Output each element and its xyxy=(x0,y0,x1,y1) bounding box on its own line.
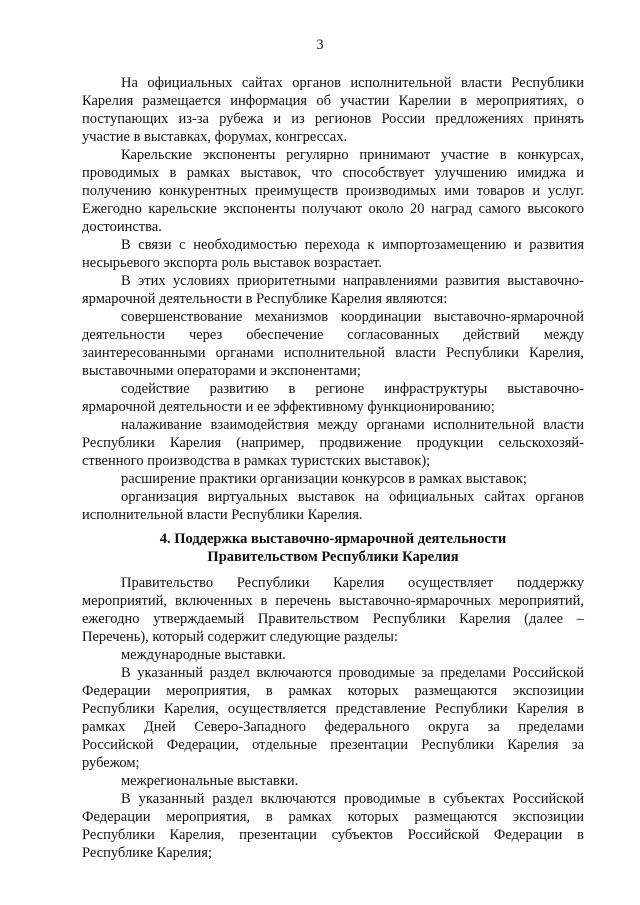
text-line: проводимых в рамках выставок, что способствует улучшению имиджа и xyxy=(82,165,584,181)
text-line: Республике Карелия; xyxy=(82,845,212,861)
text-line: налаживание взаимодействия между органами исполнительной власти xyxy=(121,417,584,433)
text-line: получению конкурентных преимуществ производимых ими товаров и услуг. xyxy=(82,183,584,199)
section-heading: Правительством Республики Карелия xyxy=(207,549,459,565)
text-line: Федерации мероприятия, в рамках которых размещаются экспозиции xyxy=(82,683,584,699)
text-line: мероприятий, включенных в перечень выставочно-ярмарочных мероприятий, xyxy=(82,593,584,609)
text-line: ярмарочной деятельности и ее эффективному функционированию; xyxy=(82,399,495,415)
text-line: ственного производства в рамках туристских выставок); xyxy=(82,453,431,469)
text-line: содействие развитию в регионе инфраструктуры выставочно- xyxy=(121,381,584,397)
text-line: ежегодно утверждаемый Правительством Республики Карелия (далее – xyxy=(82,611,584,627)
section-heading: 4. Поддержка выставочно-ярмарочной деятельности xyxy=(159,531,507,547)
text-line: В указанный раздел включаются проводимые в субъектах Российской xyxy=(121,791,584,807)
text-line: поступающих из-за рубежа и из регионов России предложениях принять xyxy=(82,111,584,127)
text-line: Карелия размещается информация об участии Карелии в мероприятиях, о xyxy=(82,93,584,109)
text-line: Карельские экспоненты регулярно принимают участие в конкурсах, xyxy=(121,147,584,163)
text-line: деятельности через обеспечение согласованных действий между xyxy=(82,327,584,343)
text-line: Республики Карелия, осуществляется представление Республики Карелия в xyxy=(82,701,584,717)
text-line: Республики Карелия, презентации субъектов Российской Федерации в xyxy=(82,827,584,843)
text-line: Ежегодно карельские экспоненты получают около 20 наград самого высокого xyxy=(82,201,584,217)
text-line: международные выставки. xyxy=(121,647,286,663)
text-line: достоинства. xyxy=(82,219,162,235)
text-line: В связи с необходимостью перехода к импортозамещению и развития xyxy=(121,237,584,253)
text-line: совершенствование механизмов координации выставочно-ярмарочной xyxy=(121,309,584,325)
text-line: расширение практики организации конкурсов в рамках выставок; xyxy=(121,471,527,487)
text-line: Правительство Республики Карелия осуществляет поддержку xyxy=(121,575,584,591)
text-line: организация виртуальных выставок на официальных сайтах органов xyxy=(121,489,584,505)
text-line: Российской Федерации, отдельные презентации Республики Карелия за xyxy=(82,737,584,753)
text-line: межрегиональные выставки. xyxy=(121,773,299,789)
text-line: выставочными операторами и экспонентами; xyxy=(82,363,361,379)
text-line: рубежом; xyxy=(82,755,140,771)
text-line: исполнительной власти Республики Карелия. xyxy=(82,507,363,523)
text-line: Федерации мероприятия, в рамках которых размещаются экспозиции xyxy=(82,809,584,825)
text-line: заинтересованными органами исполнительной власти Республики Карелия, xyxy=(82,345,584,361)
text-line: Республики Карелия (например, продвижение продукции сельскохозяй- xyxy=(82,435,584,451)
page-number: 3 xyxy=(316,37,324,53)
text-line: рамках Дней Северо-Западного федерального округа за пределами xyxy=(82,719,584,735)
text-line: В этих условиях приоритетными направлениями развития выставочно- xyxy=(121,273,584,289)
text-line: На официальных сайтах органов исполнительной власти Республики xyxy=(121,75,584,91)
text-line: участие в выставках, форумах, конгрессах. xyxy=(82,129,348,145)
text-line: Перечень), который содержит следующие разделы: xyxy=(82,629,398,645)
text-line: В указанный раздел включаются проводимые за пределами Российской xyxy=(121,665,584,681)
text-line: ярмарочной деятельности в Республике Карелия являются: xyxy=(82,291,448,307)
text-line: несырьевого экспорта роль выставок возрастает. xyxy=(82,255,383,271)
